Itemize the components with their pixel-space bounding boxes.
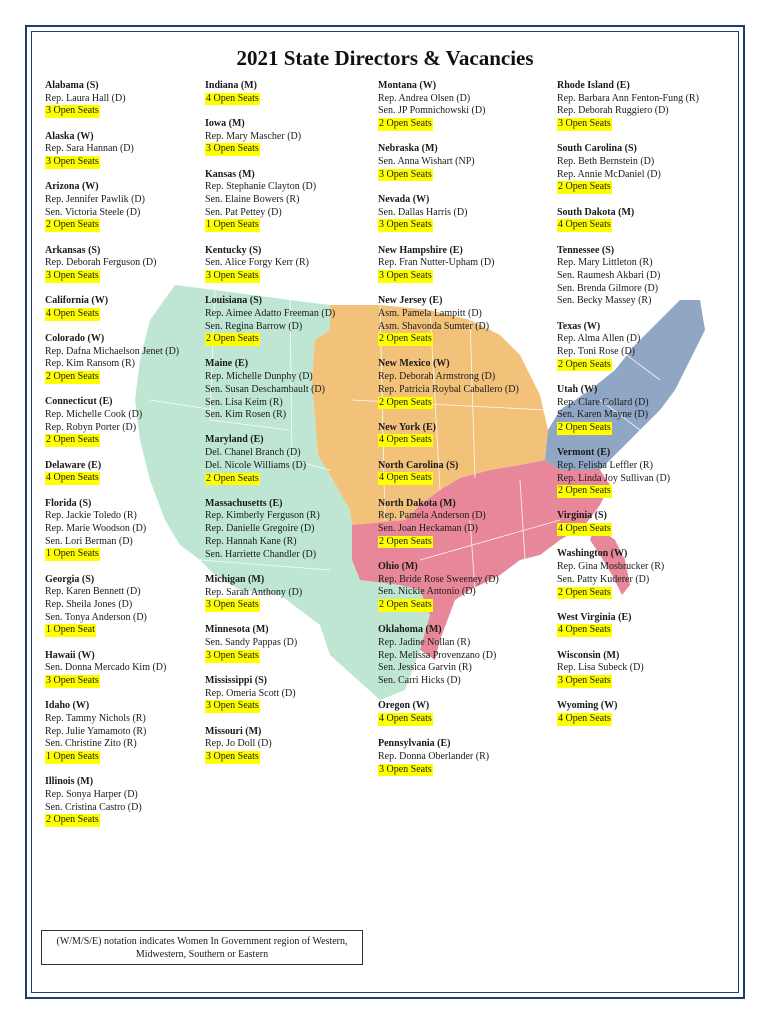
state-director: Rep. Sarah Anthony (D) xyxy=(205,586,303,598)
state-director: Rep. Jackie Toledo (R) xyxy=(45,510,137,522)
state-director: Sen. Elaine Bowers (R) xyxy=(205,193,300,205)
open-seats-badge: 2 Open Seats xyxy=(558,485,611,497)
state-director: Rep. Sara Hannan (D) xyxy=(45,143,134,155)
state-director: Rep. Fran Nutter-Upham (D) xyxy=(378,257,495,269)
open-seats-badge: 3 Open Seats xyxy=(206,700,259,712)
state-name: Rhode Island (E) xyxy=(557,80,630,91)
state-entry xyxy=(378,295,519,346)
state-name: Texas (W) xyxy=(557,320,601,332)
open-seats-badge: 3 Open Seats xyxy=(379,269,432,281)
open-seats-badge: 4 Open Seats xyxy=(379,434,432,446)
state-director: Rep. Jo Doll (D) xyxy=(205,738,272,750)
state-name: Iowa (M) xyxy=(205,117,245,129)
state-name: Montana (W) xyxy=(378,80,437,91)
state-director: Rep. Beth Bernstein (D) xyxy=(557,156,655,168)
state-entry xyxy=(378,700,519,725)
state-name: Illinois (M) xyxy=(45,776,94,788)
state-entry xyxy=(557,207,699,232)
open-seats-badge: 3 Open Seats xyxy=(206,649,259,661)
state-director: Rep. Mary Mascher (D) xyxy=(205,130,302,142)
state-name: Virginia (S) xyxy=(557,510,607,522)
state-name: Ohio (M) xyxy=(378,560,418,572)
column-2 xyxy=(205,80,335,776)
state-director: Rep. Jadine Nollan (R) xyxy=(378,636,471,648)
open-seats-badge: 2 Open Seats xyxy=(379,396,432,408)
state-name: Maryland (E) xyxy=(205,434,264,446)
state-entry xyxy=(45,498,179,562)
open-seats-badge: 1 Open Seat xyxy=(46,624,95,636)
state-name: New Jersey (E) xyxy=(378,295,443,307)
open-seats-badge: 4 Open Seats xyxy=(379,712,432,724)
state-entry xyxy=(45,80,179,118)
state-name: Arizona (W) xyxy=(45,181,99,193)
state-director: Rep. Deborah Ferguson (D) xyxy=(45,257,157,269)
state-director: Sen. Christine Zito (R) xyxy=(45,738,137,750)
state-director: Rep. Barbara Ann Fenton-Fung (R) xyxy=(557,92,699,104)
state-name: New Hampshire (E) xyxy=(378,244,463,256)
state-entry xyxy=(557,447,699,498)
state-name: Alabama (S) xyxy=(45,80,99,91)
state-director: Sen. Joan Heckaman (D) xyxy=(378,522,478,534)
state-director: Rep. Stephanie Clayton (D) xyxy=(205,181,317,193)
open-seats-badge: 4 Open Seats xyxy=(46,307,99,319)
page-title: 2021 State Directors & Vacancies xyxy=(236,46,534,70)
state-name: Wisconsin (M) xyxy=(557,649,620,661)
state-entry xyxy=(378,738,519,776)
open-seats-badge: 1 Open Seats xyxy=(46,548,99,560)
open-seats-badge: 3 Open Seats xyxy=(206,751,259,763)
state-name: West Virginia (E) xyxy=(557,611,632,623)
state-director: Rep. Melissa Provenzano (D) xyxy=(378,649,497,661)
state-name: Colorado (W) xyxy=(45,333,105,345)
state-entry xyxy=(557,612,699,637)
open-seats-badge: 3 Open Seats xyxy=(558,675,611,687)
state-director: Sen. Brenda Gilmore (D) xyxy=(557,282,659,294)
state-director: Sen. Victoria Steele (D) xyxy=(45,206,141,218)
state-name: Washington (W) xyxy=(557,548,628,560)
open-seats-badge: 2 Open Seats xyxy=(379,599,432,610)
state-name: New York (E) xyxy=(378,421,436,433)
open-seats-badge: 2 Open Seats xyxy=(46,219,99,231)
state-director: Del. Nicole Williams (D) xyxy=(205,459,307,471)
state-entry xyxy=(378,80,519,131)
state-entry xyxy=(378,143,519,181)
state-name: Vermont (E) xyxy=(557,447,611,459)
open-seats-badge: 4 Open Seats xyxy=(558,712,611,724)
state-entry xyxy=(45,245,179,283)
open-seats-badge: 3 Open Seats xyxy=(206,143,259,155)
state-name: Mississippi (S) xyxy=(205,675,267,687)
state-entry xyxy=(45,776,179,827)
state-director: Rep. Dafna Michaelson Jenet (D) xyxy=(45,345,180,357)
open-seats-badge: 3 Open Seats xyxy=(558,118,611,130)
state-entry xyxy=(205,295,335,346)
state-director: Rep. Lisa Subeck (D) xyxy=(557,662,644,674)
state-director: Asm. Pamela Lampitt (D) xyxy=(378,307,482,319)
state-director: Rep. Sonya Harper (D) xyxy=(45,788,138,800)
state-entry xyxy=(378,358,519,409)
open-seats-badge: 2 Open Seats xyxy=(46,434,99,446)
state-name: Alaska (W) xyxy=(45,130,94,142)
state-director: Rep. Andrea Olsen (D) xyxy=(378,92,471,104)
state-director: Rep. Hannah Kane (R) xyxy=(205,535,297,547)
state-entry xyxy=(378,422,519,447)
state-name: Wyoming (W) xyxy=(557,700,618,712)
state-name: Arkansas (S) xyxy=(45,244,101,256)
open-seats-badge: 2 Open Seats xyxy=(46,371,99,383)
state-director: Rep. Jennifer Pawlik (D) xyxy=(45,193,145,205)
state-director: Rep. Kimberly Ferguson (R) xyxy=(205,510,320,522)
state-director: Sen. Jessica Garvin (R) xyxy=(378,662,472,674)
state-director: Sen. Donna Mercado Kim (D) xyxy=(45,662,167,674)
state-director: Rep. Julie Yamamoto (R) xyxy=(45,725,147,737)
state-entry xyxy=(205,80,335,105)
state-director: Sen. Lisa Keim (R) xyxy=(205,396,283,408)
state-name: Pennsylvania (E) xyxy=(378,738,451,750)
state-director: Rep. Patricia Roybal Caballero (D) xyxy=(378,383,519,395)
state-name: Connecticut (E) xyxy=(45,396,113,408)
open-seats-badge: 2 Open Seats xyxy=(206,472,259,484)
state-director: Asm. Shavonda Sumter (D) xyxy=(378,320,490,332)
open-seats-badge: 2 Open Seats xyxy=(379,333,432,345)
state-entry xyxy=(378,561,519,612)
state-entry xyxy=(45,650,179,688)
state-name: Missouri (M) xyxy=(205,725,262,737)
state-entry xyxy=(557,700,699,725)
open-seats-badge: 1 Open Seats xyxy=(46,751,99,763)
state-name: Massachusetts (E) xyxy=(205,497,283,509)
state-entry xyxy=(205,624,335,662)
state-director: Rep. Clare Collard (D) xyxy=(557,396,649,408)
state-name: Kentucky (S) xyxy=(205,244,262,256)
state-director: Sen. Cristina Castro (D) xyxy=(45,801,142,813)
state-name: Idaho (W) xyxy=(45,700,90,712)
state-director: Rep. Toni Rose (D) xyxy=(557,345,635,357)
state-entry xyxy=(557,510,699,535)
state-director: Rep. Felisha Leffler (R) xyxy=(557,459,653,471)
state-director: Rep. Sheila Jones (D) xyxy=(45,599,133,610)
state-director: Sen. Patty Kuderer (D) xyxy=(557,573,650,585)
state-director: Sen. Susan Deschambault (D) xyxy=(205,383,325,395)
state-director: Rep. Gina Mosbrucker (R) xyxy=(557,561,665,573)
state-director: Rep. Pamela Anderson (D) xyxy=(378,510,486,522)
state-name: Louisiana (S) xyxy=(205,295,262,307)
state-director: Rep. Aimee Adatto Freeman (D) xyxy=(205,307,336,319)
open-seats-badge: 3 Open Seats xyxy=(379,168,432,180)
state-director: Rep. Danielle Gregoire (D) xyxy=(205,523,315,535)
state-director: Sen. Regina Barrow (D) xyxy=(205,320,303,332)
state-director: Sen. Becky Massey (R) xyxy=(557,295,652,307)
state-director: Del. Chanel Branch (D) xyxy=(205,447,301,459)
state-director: Rep. Deborah Armstrong (D) xyxy=(378,371,496,383)
state-name: Nebraska (M) xyxy=(378,143,438,155)
state-entry xyxy=(205,245,335,283)
state-name: Georgia (S) xyxy=(45,573,95,585)
state-entry xyxy=(205,169,335,233)
state-entry xyxy=(45,574,179,638)
state-entry xyxy=(378,194,519,232)
state-director: Rep. Marie Woodson (D) xyxy=(45,522,147,534)
state-entry xyxy=(45,295,179,320)
state-director: Sen. JP Pomnichowski (D) xyxy=(378,105,486,117)
state-director: Sen. Pat Pettey (D) xyxy=(205,206,282,218)
state-director: Sen. Harriette Chandler (D) xyxy=(205,548,317,560)
state-director: Rep. Annie McDaniel (D) xyxy=(557,168,661,180)
state-name: Florida (S) xyxy=(45,497,92,509)
state-director: Rep. Michelle Cook (D) xyxy=(45,409,143,421)
column-4 xyxy=(557,80,699,738)
state-name: Minnesota (M) xyxy=(205,624,269,636)
column-1 xyxy=(45,80,179,840)
state-entry xyxy=(557,143,699,194)
state-name: Oklahoma (M) xyxy=(378,624,442,636)
state-entry xyxy=(557,650,699,688)
state-director: Rep. Donna Oberlander (R) xyxy=(378,750,490,762)
open-seats-badge: 3 Open Seats xyxy=(46,105,99,117)
open-seats-badge: 3 Open Seats xyxy=(379,763,432,775)
state-entry xyxy=(205,498,335,562)
open-seats-badge: 4 Open Seats xyxy=(558,219,611,231)
open-seats-badge: 3 Open Seats xyxy=(206,269,259,281)
open-seats-badge: 2 Open Seats xyxy=(379,535,432,547)
state-entry xyxy=(45,333,179,384)
open-seats-badge: 3 Open Seats xyxy=(46,269,99,281)
state-director: Rep. Alma Allen (D) xyxy=(557,333,641,345)
state-entry xyxy=(205,434,335,485)
state-entry xyxy=(378,498,519,549)
state-entry xyxy=(45,700,179,764)
state-director: Rep. Kim Ransom (R) xyxy=(45,358,135,370)
state-director: Sen. Nickie Antonio (D) xyxy=(378,586,476,598)
state-director: Sen. Karen Mayne (D) xyxy=(557,409,649,421)
state-entry xyxy=(205,675,335,713)
state-entry xyxy=(557,80,699,131)
state-director: Sen. Tonya Anderson (D) xyxy=(45,611,147,623)
state-name: Utah (W) xyxy=(557,383,598,395)
column-3 xyxy=(378,80,519,789)
open-seats-badge: 2 Open Seats xyxy=(558,421,611,433)
state-name: North Carolina (S) xyxy=(378,459,459,471)
state-director: Sen. Carri Hicks (D) xyxy=(378,675,461,687)
state-director: Rep. Robyn Porter (D) xyxy=(45,421,137,433)
state-director: Sen. Alice Forgy Kerr (R) xyxy=(205,257,309,269)
state-name: Delaware (E) xyxy=(45,459,102,471)
state-name: Indiana (M) xyxy=(205,80,257,91)
state-entry xyxy=(45,131,179,169)
state-entry xyxy=(205,358,335,422)
state-director: Rep. Deborah Ruggiero (D) xyxy=(557,105,669,117)
state-name: South Carolina (S) xyxy=(557,143,637,155)
state-name: Hawaii (W) xyxy=(45,649,95,661)
open-seats-badge: 3 Open Seats xyxy=(206,599,259,611)
state-director: Rep. Karen Bennett (D) xyxy=(45,586,141,598)
state-entry xyxy=(378,460,519,485)
region-footnote: (W/M/S/E) notation indicates Women In Government region of Western, Midwestern, Southern or Eastern xyxy=(41,930,363,965)
state-director: Rep. Tammy Nichols (R) xyxy=(45,712,146,724)
state-name: Oregon (W) xyxy=(378,700,430,712)
open-seats-badge: 2 Open Seats xyxy=(558,358,611,370)
open-seats-badge: 4 Open Seats xyxy=(206,92,259,104)
state-name: Nevada (W) xyxy=(378,193,430,205)
open-seats-badge: 1 Open Seats xyxy=(206,219,259,231)
state-name: North Dakota (M) xyxy=(378,497,456,509)
state-entry xyxy=(557,245,699,309)
state-entry xyxy=(557,548,699,599)
open-seats-badge: 2 Open Seats xyxy=(558,586,611,598)
state-entry xyxy=(45,460,179,485)
state-entry xyxy=(205,726,335,764)
state-entry xyxy=(557,321,699,372)
state-director: Rep. Omeria Scott (D) xyxy=(205,687,296,699)
state-name: Maine (E) xyxy=(205,358,249,370)
state-entry xyxy=(45,181,179,232)
state-director: Sen. Sandy Pappas (D) xyxy=(205,637,298,649)
state-name: New Mexico (W) xyxy=(378,358,450,370)
state-name: Michigan (M) xyxy=(205,573,265,585)
open-seats-badge: 4 Open Seats xyxy=(558,624,611,636)
state-director: Rep. Bride Rose Sweeney (D) xyxy=(378,573,499,585)
state-director: Rep. Laura Hall (D) xyxy=(45,92,126,104)
open-seats-badge: 2 Open Seats xyxy=(46,814,99,826)
state-name: California (W) xyxy=(45,295,109,307)
state-name: South Dakota (M) xyxy=(557,206,635,218)
state-entry xyxy=(378,624,519,688)
open-seats-badge: 4 Open Seats xyxy=(379,472,432,484)
state-name: Kansas (M) xyxy=(205,168,255,180)
state-director: Sen. Raumesh Akbari (D) xyxy=(557,269,661,281)
state-entry xyxy=(557,384,699,435)
state-director: Rep. Mary Littleton (R) xyxy=(557,257,653,269)
open-seats-badge: 4 Open Seats xyxy=(46,472,99,484)
open-seats-badge: 2 Open Seats xyxy=(379,118,432,130)
state-name: Tennessee (S) xyxy=(557,244,615,256)
state-director: Sen. Kim Rosen (R) xyxy=(205,409,287,421)
state-entry xyxy=(45,396,179,447)
open-seats-badge: 3 Open Seats xyxy=(46,675,99,687)
state-director: Rep. Linda Joy Sullivan (D) xyxy=(557,472,671,484)
state-director: Sen. Lori Berman (D) xyxy=(45,535,133,547)
state-director: Sen. Dallas Harris (D) xyxy=(378,206,468,218)
open-seats-badge: 4 Open Seats xyxy=(558,523,611,535)
open-seats-badge: 3 Open Seats xyxy=(379,219,432,231)
state-entry xyxy=(205,574,335,612)
state-entry xyxy=(205,118,335,156)
state-entry xyxy=(378,245,519,283)
open-seats-badge: 3 Open Seats xyxy=(46,156,99,168)
state-director: Rep. Michelle Dunphy (D) xyxy=(205,371,313,383)
state-director: Sen. Anna Wishart (NP) xyxy=(378,156,475,168)
open-seats-badge: 2 Open Seats xyxy=(558,181,611,193)
open-seats-badge: 2 Open Seats xyxy=(206,333,259,345)
